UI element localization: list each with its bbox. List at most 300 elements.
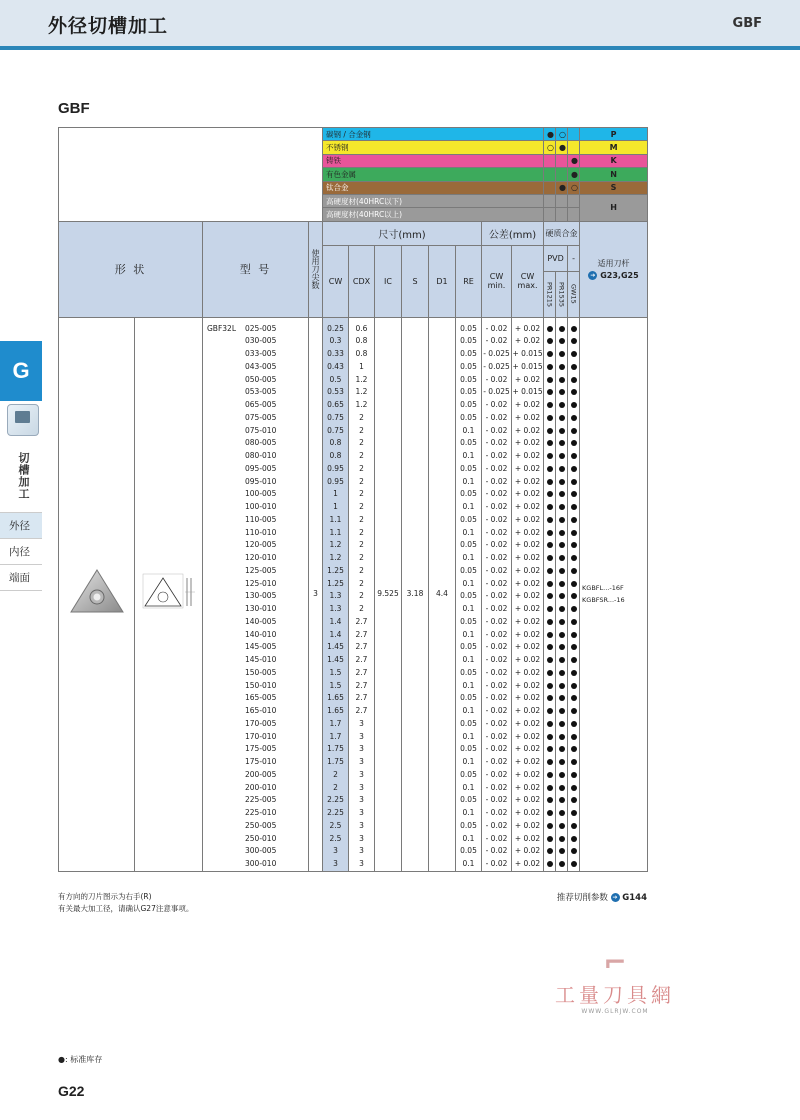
cell-value: + 0.02: [514, 400, 541, 410]
cell-value: 175-010: [245, 757, 277, 767]
cell-value: + 0.02: [514, 489, 541, 499]
stock-dot-icon: [547, 338, 553, 344]
cell-value: 043-005: [245, 361, 277, 371]
stock-dot-icon: [547, 351, 553, 357]
cell-value: + 0.02: [514, 451, 541, 461]
material-suitability: ●: [568, 168, 580, 181]
cell-value: 1.4: [329, 616, 342, 626]
cell-value: 3: [359, 769, 364, 779]
side-link-external[interactable]: 外径: [0, 513, 42, 539]
stock-dot-icon: [547, 695, 553, 701]
stock-dot-icon: [571, 734, 577, 740]
cell-value: 1.7: [329, 718, 342, 728]
cell-value: 0.05: [460, 718, 477, 728]
cell-value: + 0.02: [514, 693, 541, 703]
cell-value: 0.05: [460, 349, 477, 359]
cell-value: + 0.02: [514, 769, 541, 779]
stock-dot-icon: [559, 695, 565, 701]
cell-value: 1.5: [329, 667, 342, 677]
stock-dot-icon: [547, 683, 553, 689]
insert-table: [58, 127, 648, 872]
material-name: 碳钢 / 合金钢: [323, 128, 544, 141]
cell-value: - 0.02: [485, 374, 508, 384]
table-header: [59, 221, 648, 317]
cell-value: - 0.02: [485, 846, 508, 856]
model-header: 型 号: [203, 221, 309, 317]
cell-value: 165-005: [245, 693, 277, 703]
stock-dot-icon: [547, 389, 553, 395]
material-name: 铸铁: [323, 154, 544, 167]
cell-value: 140-005: [245, 616, 277, 626]
cell-value: + 0.02: [514, 782, 541, 792]
stock-dot-icon: [559, 644, 565, 650]
cell-value: + 0.02: [514, 565, 541, 575]
cell-value: + 0.02: [514, 527, 541, 537]
stock-dot-icon: [571, 632, 577, 638]
cell-value: 2: [359, 591, 364, 601]
stock-dot-icon: [559, 389, 565, 395]
stock-dot-icon: [547, 491, 553, 497]
cell-value: 140-010: [245, 629, 277, 639]
material-code: K: [580, 154, 648, 167]
cell-value: 2.25: [327, 795, 344, 805]
cell-value: 0.05: [460, 540, 477, 550]
cell-value: - 0.02: [485, 565, 508, 575]
cell-value: 1.3: [329, 604, 342, 614]
note-direction: 有方向的刀片图示为右手(R): [58, 892, 152, 901]
cell-value: 1.2: [329, 553, 342, 563]
cell-value: - 0.02: [485, 578, 508, 588]
cell-value: 1.2: [355, 374, 368, 384]
cell-value: 0.05: [460, 693, 477, 703]
material-code: M: [580, 141, 648, 154]
cell-value: 2.5: [329, 820, 342, 830]
cell-value: 170-005: [245, 718, 277, 728]
cell-value: - 0.02: [485, 731, 508, 741]
stock-dot-icon: [559, 364, 565, 370]
stock-dot-icon: [571, 453, 577, 459]
stock-dot-icon: [547, 670, 553, 676]
cell-value: - 0.02: [485, 718, 508, 728]
cell-value: 080-005: [245, 438, 277, 448]
cell-value: 120-005: [245, 540, 277, 550]
cell-value: - 0.02: [485, 476, 508, 486]
tolerance-header: 公差(mm): [482, 221, 544, 245]
cell-value: 0.75: [327, 412, 344, 422]
cell-value: 2: [359, 604, 364, 614]
cell-value: 2.25: [327, 808, 344, 818]
cell-value: 1.65: [327, 693, 344, 703]
cell-value: 0.1: [462, 425, 475, 435]
material-suitability: ●: [568, 154, 580, 167]
cell-value: 2: [359, 451, 364, 461]
cell-value: 0.1: [462, 859, 475, 869]
s-header: S: [402, 245, 429, 317]
header-tag: GBF: [732, 16, 762, 31]
stock-dot-icon: [547, 593, 553, 599]
side-link-internal[interactable]: 内径: [0, 539, 42, 565]
material-suitability: [556, 194, 568, 207]
cell-value: 025-005: [245, 323, 277, 333]
stock-dot-icon: [559, 683, 565, 689]
stock-dot-icon: [559, 734, 565, 740]
stock-dot-icon: [559, 721, 565, 727]
d1-header: D1: [429, 245, 456, 317]
cwmax-column: [512, 317, 544, 871]
cell-value: 1.2: [329, 540, 342, 550]
cell-value: 2: [359, 514, 364, 524]
cell-value: 2: [359, 502, 364, 512]
cw-column: [323, 317, 349, 871]
cell-value: 1: [333, 502, 338, 512]
cell-value: - 0.02: [485, 859, 508, 869]
cell-value: + 0.02: [514, 795, 541, 805]
cell-value: + 0.02: [514, 859, 541, 869]
cell-value: 165-010: [245, 706, 277, 716]
cell-value: 0.1: [462, 655, 475, 665]
cell-value: 0.8: [355, 349, 368, 359]
stock-dot-icon: [547, 555, 553, 561]
stock-dot-icon: [547, 619, 553, 625]
stock-dot-icon: [547, 530, 553, 536]
cell-value: 3: [333, 859, 338, 869]
cell-value: + 0.02: [514, 744, 541, 754]
cell-value: + 0.02: [514, 680, 541, 690]
cell-value: - 0.02: [485, 629, 508, 639]
cell-value: - 0.02: [485, 412, 508, 422]
cell-value: 2.7: [355, 616, 368, 626]
stock-dot-icon: [559, 542, 565, 548]
stock-dot-icon: [571, 364, 577, 370]
material-suitability: ●: [556, 181, 568, 194]
stock-dot-icon: [547, 415, 553, 421]
stock-dot-icon: [547, 479, 553, 485]
material-name: 有色金属: [323, 168, 544, 181]
stock-dot-icon: [571, 861, 577, 867]
stock-dot-icon: [547, 326, 553, 332]
stock-dot-icon: [559, 708, 565, 714]
cell-value: + 0.02: [514, 412, 541, 422]
stock-dot-icon: [571, 619, 577, 625]
cell-value: - 0.025: [483, 361, 510, 371]
stock-dot-icon: [571, 504, 577, 510]
stock-dot-icon: [547, 632, 553, 638]
cell-value: - 0.02: [485, 706, 508, 716]
cell-value: - 0.02: [485, 527, 508, 537]
stock-dot-icon: [559, 479, 565, 485]
cell-value: + 0.02: [514, 578, 541, 588]
cell-value: 0.05: [460, 591, 477, 601]
material-suitability: [568, 141, 580, 154]
stock-dot-icon: [547, 657, 553, 663]
cell-value: - 0.02: [485, 540, 508, 550]
cell-value: 0.95: [327, 476, 344, 486]
side-tab-letter[interactable]: G: [0, 341, 42, 401]
cell-value: 0.05: [460, 323, 477, 333]
stock-dot-icon: [559, 619, 565, 625]
re-header: RE: [456, 245, 482, 317]
cell-value: 0.1: [462, 782, 475, 792]
cell-value: 0.1: [462, 706, 475, 716]
stock-dot-icon: [559, 555, 565, 561]
cell-value: - 0.02: [485, 514, 508, 524]
cell-value: 0.65: [327, 400, 344, 410]
cell-value: + 0.02: [514, 629, 541, 639]
cell-value: 0.05: [460, 846, 477, 856]
insert-drawing-cell: [135, 317, 203, 871]
cell-value: 1: [333, 489, 338, 499]
cell-value: 145-005: [245, 642, 277, 652]
material-code: N: [580, 168, 648, 181]
stock-dot-icon: [571, 581, 577, 587]
cell-value: 3: [333, 846, 338, 856]
cell-value: 0.1: [462, 629, 475, 639]
blank-cell: [59, 128, 323, 222]
stock-dot-icon: [547, 810, 553, 816]
cell-value: 0.05: [460, 795, 477, 805]
cell-value: 080-010: [245, 451, 277, 461]
cell-value: + 0.02: [514, 820, 541, 830]
material-suitability: [544, 154, 556, 167]
material-suitability: [568, 128, 580, 141]
cell-value: 0.75: [327, 425, 344, 435]
cell-value: 225-005: [245, 795, 277, 805]
stock-dot-icon: [559, 326, 565, 332]
cell-value: 0.8: [355, 336, 368, 346]
cell-value: - 0.02: [485, 757, 508, 767]
cell-value: + 0.02: [514, 731, 541, 741]
stock-dot-icon: [559, 785, 565, 791]
cell-value: 1.25: [327, 565, 344, 575]
material-suitability: [544, 168, 556, 181]
grooving-icon: [7, 404, 39, 436]
cell-value: 125-005: [245, 565, 277, 575]
cell-value: - 0.02: [485, 604, 508, 614]
stock-pr1215-column: [544, 317, 556, 871]
cell-value: 150-005: [245, 667, 277, 677]
material-row: [59, 128, 648, 141]
cell-value: + 0.02: [514, 502, 541, 512]
material-suitability: ○: [544, 141, 556, 154]
cell-value: 033-005: [245, 349, 277, 359]
cell-value: - 0.02: [485, 489, 508, 499]
cell-value: 130-005: [245, 591, 277, 601]
holder-cell: KGBFL...-16F KGBFSR...-16: [580, 317, 648, 871]
cell-value: 2: [359, 476, 364, 486]
cell-value: + 0.02: [514, 808, 541, 818]
cell-value: 0.05: [460, 374, 477, 384]
cell-value: 175-005: [245, 744, 277, 754]
cell-value: 1.75: [327, 744, 344, 754]
cell-value: 0.1: [462, 680, 475, 690]
cell-value: 1.45: [327, 655, 344, 665]
stock-dot-icon: [571, 428, 577, 434]
stock-dot-icon: [547, 823, 553, 829]
material-name: 钛合金: [323, 181, 544, 194]
cell-value: - 0.02: [485, 744, 508, 754]
cell-value: 2: [359, 438, 364, 448]
cell-value: 050-005: [245, 374, 277, 384]
cell-value: 0.05: [460, 387, 477, 397]
arrow-icon: ➔: [590, 272, 596, 280]
cell-value: + 0.02: [514, 476, 541, 486]
cell-value: 1.75: [327, 757, 344, 767]
watermark: [540, 946, 690, 1015]
cell-value: 225-010: [245, 808, 277, 818]
stock-dot-icon: [547, 402, 553, 408]
cell-value: 3: [359, 757, 364, 767]
stock-dot-icon: [547, 364, 553, 370]
stock-dot-icon: [547, 453, 553, 459]
cell-value: + 0.02: [514, 336, 541, 346]
cell-value: - 0.02: [485, 553, 508, 563]
cell-value: 0.1: [462, 502, 475, 512]
stock-dot-icon: [559, 504, 565, 510]
material-suitability: [556, 168, 568, 181]
material-code: P: [580, 128, 648, 141]
cell-value: 1.1: [329, 527, 342, 537]
cell-value: 110-005: [245, 514, 277, 524]
stock-dot-icon: [547, 440, 553, 446]
cell-value: 2.5: [329, 833, 342, 843]
stock-dot-icon: [547, 836, 553, 842]
material-name: 不锈钢: [323, 141, 544, 154]
stock-dot-icon: [559, 440, 565, 446]
cwmin-column: [482, 317, 512, 871]
recommend-link[interactable]: [557, 891, 647, 903]
cell-value: 0.5: [329, 374, 342, 384]
cell-value: + 0.015: [512, 387, 543, 397]
legend: ●: 标准库存: [58, 1055, 103, 1064]
cell-value: + 0.02: [514, 591, 541, 601]
stock-dot-icon: [559, 746, 565, 752]
stock-dot-icon: [547, 746, 553, 752]
recommend-ref: G144: [622, 893, 647, 903]
cell-value: 2: [359, 540, 364, 550]
material-suitability: ○: [568, 181, 580, 194]
stock-dot-icon: [559, 530, 565, 536]
cell-value: + 0.02: [514, 463, 541, 473]
cell-value: 3: [359, 846, 364, 856]
cell-value: - 0.02: [485, 808, 508, 818]
cell-value: 145-010: [245, 655, 277, 665]
cell-value: + 0.02: [514, 718, 541, 728]
cell-value: + 0.02: [514, 604, 541, 614]
s-cell: 3.18: [402, 317, 429, 871]
cell-value: 0.05: [460, 642, 477, 652]
arrow-icon: ➔: [612, 894, 618, 901]
cell-value: 095-005: [245, 463, 277, 473]
cell-value: - 0.02: [485, 693, 508, 703]
stock-dot-icon: [559, 632, 565, 638]
stock-dot-icon: [559, 415, 565, 421]
cell-value: 0.1: [462, 527, 475, 537]
stock-dot-icon: [559, 772, 565, 778]
stock-dot-icon: [571, 823, 577, 829]
re-column: [456, 317, 482, 871]
cell-value: 200-010: [245, 782, 277, 792]
cell-value: - 0.02: [485, 438, 508, 448]
cell-value: 2: [359, 578, 364, 588]
stock-dot-icon: [571, 657, 577, 663]
cell-value: - 0.02: [485, 782, 508, 792]
cell-value: - 0.02: [485, 680, 508, 690]
cell-value: 2: [359, 412, 364, 422]
stock-dot-icon: [559, 428, 565, 434]
stock-dot-icon: [547, 848, 553, 854]
material-suitability: [544, 208, 556, 221]
cell-value: 0.25: [327, 323, 344, 333]
stock-dot-icon: [547, 504, 553, 510]
stock-dot-icon: [559, 453, 565, 459]
insert-photo: [67, 566, 127, 618]
stock-dot-icon: [571, 708, 577, 714]
pvd-header: PVD: [544, 245, 568, 271]
cell-value: 0.43: [327, 361, 344, 371]
dash-header: -: [568, 245, 580, 271]
stock-dot-icon: [547, 517, 553, 523]
cell-value: + 0.02: [514, 540, 541, 550]
cell-value: - 0.02: [485, 667, 508, 677]
stock-dot-icon: [571, 810, 577, 816]
cell-value: 0.05: [460, 489, 477, 499]
stock-dot-icon: [571, 517, 577, 523]
stock-dot-icon: [571, 772, 577, 778]
stock-dot-icon: [547, 861, 553, 867]
stock-dot-icon: [547, 708, 553, 714]
cell-value: 0.8: [329, 451, 342, 461]
cell-value: 0.1: [462, 604, 475, 614]
cell-value: 2: [359, 489, 364, 499]
cell-value: 100-010: [245, 502, 277, 512]
cell-value: + 0.015: [512, 349, 543, 359]
side-link-face[interactable]: 端面: [0, 565, 42, 591]
cell-value: 2: [359, 565, 364, 575]
cell-value: + 0.02: [514, 667, 541, 677]
stock-dot-icon: [547, 759, 553, 765]
cdx-column: [349, 317, 375, 871]
cell-value: 0.6: [355, 323, 368, 333]
cell-value: 1.4: [329, 629, 342, 639]
stock-dot-icon: [547, 466, 553, 472]
material-suitability: [544, 181, 556, 194]
stock-dot-icon: [559, 351, 565, 357]
stock-dot-icon: [571, 351, 577, 357]
watermark-url: WWW.GLRJW.COM: [581, 1008, 649, 1015]
watermark-logo-icon: ⌐: [603, 946, 627, 979]
d1-cell: 4.4: [429, 317, 456, 871]
stock-gw15-column: [568, 317, 580, 871]
stock-dot-icon: [571, 670, 577, 676]
stock-dot-icon: [571, 644, 577, 650]
insert-photo-cell: [59, 317, 135, 871]
grade-header: 硬质合金: [544, 221, 580, 245]
corners-header: 使用刀尖数: [309, 221, 323, 317]
cell-value: 0.05: [460, 463, 477, 473]
stock-dot-icon: [571, 440, 577, 446]
cell-value: 030-005: [245, 336, 277, 346]
material-code: S: [580, 181, 648, 194]
cell-value: 0.1: [462, 808, 475, 818]
cell-value: 0.1: [462, 476, 475, 486]
cell-value: 0.05: [460, 744, 477, 754]
grade-gw15: GW15: [568, 271, 580, 317]
cell-value: - 0.02: [485, 591, 508, 601]
cell-value: 3: [359, 833, 364, 843]
cell-value: 0.05: [460, 412, 477, 422]
cell-value: 300-010: [245, 859, 277, 869]
cell-value: 0.1: [462, 578, 475, 588]
